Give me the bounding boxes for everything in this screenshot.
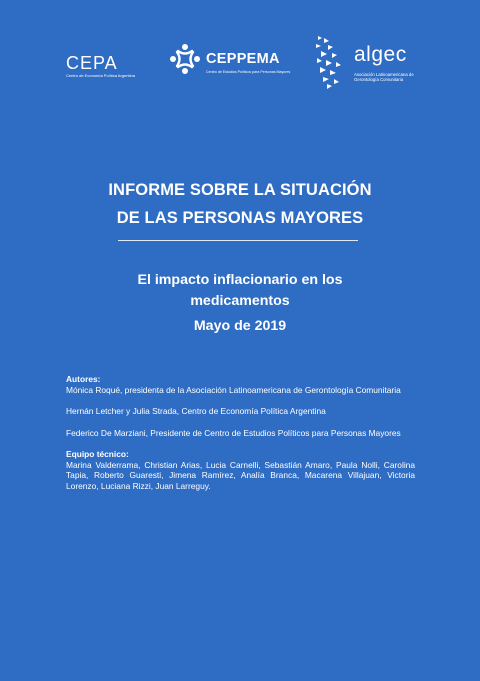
logo-bar [0, 32, 480, 102]
report-subtitle [90, 270, 390, 312]
report-title [40, 176, 440, 232]
team-members: Marina Valderrama, Christian Arias, Lucia Carnelli, Sebastián Amaro, Paula Nolli, Carolina Tapia, Roberto Guaresti, Jimena Ramírez, Analía Branca, Macarena Villajuan, Victoria Lorenzo, Luciana Rizzi, Juan Larreguy. [66, 459, 415, 491]
author-entry-3: Federico De Marziani, Presidente de Centro de Estudios Políticos para Personas Mayores [66, 427, 401, 438]
report-subtitle-line-1: El impacto inflacionario en los [137, 272, 343, 288]
cepa-logo-subtitle: Centro de Economía Política Argentina [66, 73, 135, 78]
author-entry-1: Mónica Roqué, presidenta de la Asociación Latinoamericana de Gerontología Comunitaria [66, 384, 401, 395]
report-subtitle-line-2: medicamentos [190, 293, 290, 309]
cepa-logo-name: CEPA [66, 53, 118, 73]
ceppema-logo [168, 42, 304, 82]
cepa-logo [66, 54, 136, 78]
authors-label: Autores: [66, 374, 101, 384]
report-title-line-1: INFORME SOBRE LA SITUACIÓN [108, 181, 372, 199]
algec-subtitle-line-2: Gerontología Comunitaria [354, 77, 404, 83]
report-date: Mayo de 2019 [193, 318, 287, 334]
algec-subtitle-line-1: Asociación Latinoamericana de [354, 72, 414, 77]
algec-birds-icon [312, 32, 348, 90]
author-entry-2: Hernán Letcher y Julia Strada, Centro de Economía Política Argentina [66, 406, 326, 416]
algec-logo-subtitle [354, 72, 414, 82]
ceppema-logo-name: CEPPEMA [206, 51, 280, 67]
team-label: Equipo técnico: [66, 449, 129, 459]
title-divider [118, 240, 358, 241]
algec-logo [312, 32, 432, 94]
report-title-line-2: DE LAS PERSONAS MAYORES [116, 209, 364, 227]
ceppema-people-icon [168, 42, 202, 76]
ceppema-logo-subtitle: Centro de Estudios Políticos para Personas Mayores [206, 70, 291, 74]
credits-section [66, 374, 415, 491]
algec-logo-name: algec [354, 43, 407, 66]
